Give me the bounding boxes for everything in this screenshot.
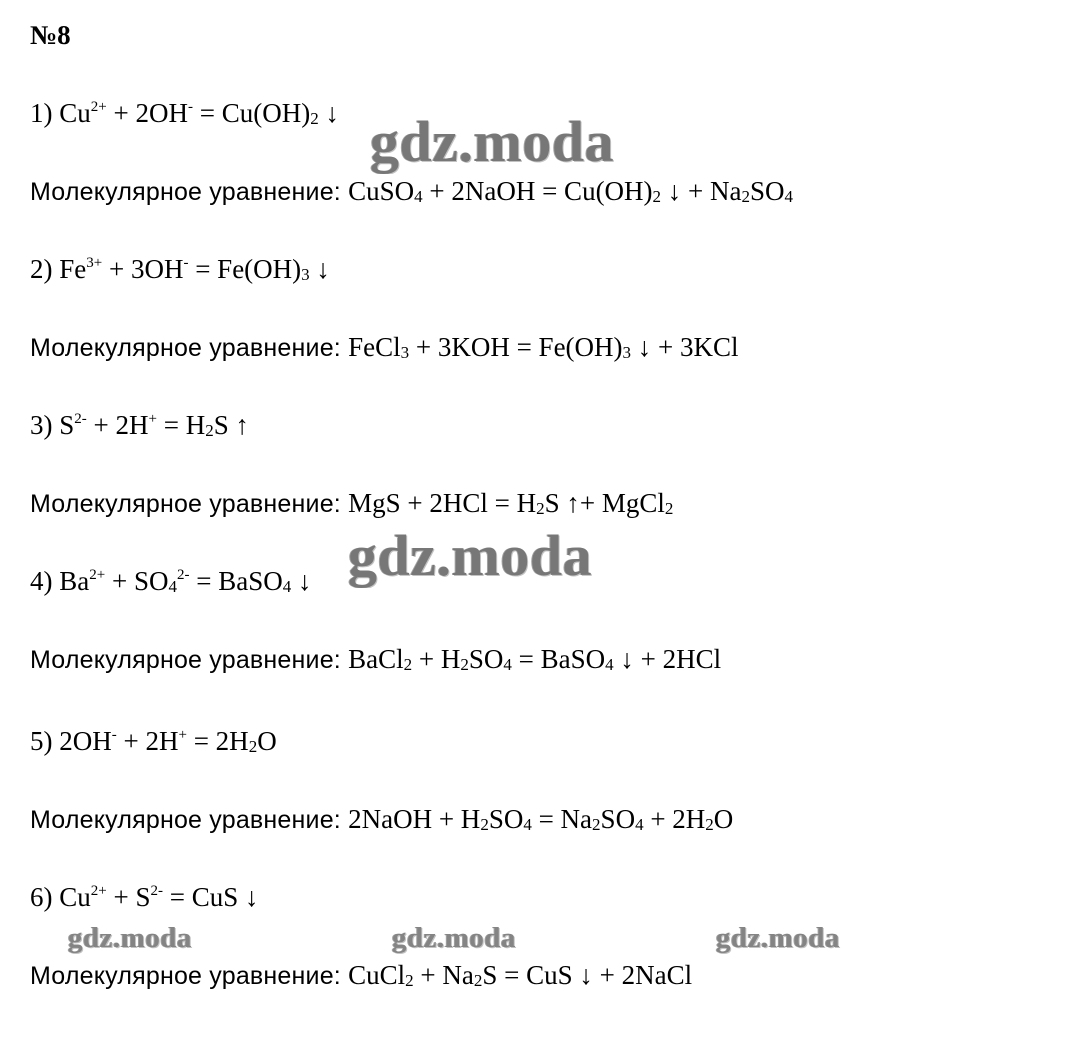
formula-text: ↓ + Na — [661, 176, 742, 206]
molecular-equation-2 — [30, 334, 739, 361]
watermark-logo: gdz.moda — [392, 922, 517, 954]
subscript: 2 — [460, 655, 469, 674]
subscript: 2 — [664, 499, 674, 518]
formula-text: S ↑+ MgCl — [544, 488, 665, 518]
ionic-formula — [59, 410, 249, 440]
formula-text: ↓ — [309, 254, 330, 284]
formula-text: 2OH — [59, 726, 112, 756]
formula-text: + 2H — [86, 410, 149, 440]
molecular-formula — [348, 176, 793, 206]
formula-text: + 2OH — [106, 98, 188, 128]
subscript: 4 — [635, 815, 644, 834]
item-number: 5) — [30, 726, 53, 756]
item-number: 3) — [30, 410, 53, 440]
ionic-formula — [59, 98, 339, 128]
formula-text: S = CuS ↓ + 2NaCl — [482, 960, 693, 990]
ionic-equation-5 — [30, 728, 277, 755]
formula-text: BaCl — [348, 644, 404, 674]
formula-text: = Fe(OH) — [188, 254, 302, 284]
formula-text: MgS + 2HCl = H — [348, 488, 537, 518]
item-number: 2) — [30, 254, 53, 284]
superscript: - — [187, 99, 193, 115]
molecular-label: Молекулярное уравнение: — [30, 806, 349, 834]
watermark-logo: gdz.moda — [348, 523, 593, 588]
formula-text: = 2H — [186, 726, 249, 756]
task-number: №8 — [30, 20, 71, 50]
formula-text: Fe — [59, 254, 87, 284]
formula-text: = CuS ↓ — [162, 882, 259, 912]
molecular-equation-3 — [30, 490, 673, 517]
subscript: 2 — [310, 109, 319, 128]
formula-text: + 3KOH = Fe(OH) — [409, 332, 623, 362]
molecular-equation-1 — [30, 178, 793, 205]
superscript: - — [183, 255, 189, 271]
ionic-formula — [59, 254, 330, 284]
formula-text: = H — [156, 410, 206, 440]
formula-text: + SO — [105, 566, 169, 596]
molecular-formula — [348, 960, 692, 990]
subscript: 4 — [414, 187, 423, 206]
subscript: 2 — [652, 187, 662, 206]
formula-text: FeCl — [348, 332, 401, 362]
subscript: 4 — [503, 655, 512, 674]
formula-text: ↓ + 3KCl — [631, 332, 739, 362]
subscript: 2 — [705, 815, 714, 834]
formula-text: SO — [488, 804, 524, 834]
molecular-equation-5 — [30, 806, 733, 833]
molecular-equation-6 — [30, 962, 692, 989]
item-number: 1) — [30, 98, 53, 128]
subscript: 4 — [282, 577, 292, 596]
watermark-logo: gdz.moda — [370, 109, 615, 174]
subscript: 4 — [168, 577, 177, 596]
superscript: 2+ — [90, 883, 107, 899]
molecular-equation-4 — [30, 646, 721, 673]
subscript: 4 — [523, 815, 532, 834]
molecular-label: Молекулярное уравнение: — [30, 490, 349, 518]
formula-text: Cu — [59, 882, 91, 912]
superscript: 3+ — [86, 255, 103, 271]
subscript: 4 — [605, 655, 614, 674]
formula-text: + 2H — [116, 726, 179, 756]
ionic-equation-2 — [30, 256, 330, 283]
molecular-formula — [348, 804, 733, 834]
subscript: 2 — [205, 421, 214, 440]
formula-text: S ↑ — [213, 410, 249, 440]
subscript: 2 — [403, 655, 413, 674]
molecular-formula — [348, 332, 738, 362]
formula-text: + Na — [413, 960, 474, 990]
item-number: 6) — [30, 882, 53, 912]
ionic-formula — [59, 566, 311, 596]
formula-text: ↓ + 2HCl — [613, 644, 722, 674]
formula-text: = Na — [531, 804, 593, 834]
formula-text: + 2H — [643, 804, 706, 834]
ionic-equation-6 — [30, 884, 259, 911]
molecular-formula — [348, 644, 721, 674]
formula-text: CuSO — [348, 176, 415, 206]
formula-text: = Cu(OH) — [192, 98, 311, 128]
superscript: 2+ — [89, 567, 106, 583]
formula-text: SO — [600, 804, 636, 834]
molecular-label: Молекулярное уравнение: — [30, 334, 349, 362]
ionic-equation-3 — [30, 412, 249, 439]
formula-text: ↓ — [318, 98, 339, 128]
formula-text: S — [59, 410, 75, 440]
formula-text: CuCl — [348, 960, 406, 990]
formula-text: = BaSO — [511, 644, 606, 674]
subscript: 2 — [592, 815, 601, 834]
superscript: + — [148, 411, 157, 427]
subscript: 2 — [741, 187, 751, 206]
ionic-formula — [59, 882, 258, 912]
subscript: 4 — [784, 187, 794, 206]
subscript: 2 — [536, 499, 545, 518]
item-number: 4) — [30, 566, 53, 596]
superscript: + — [178, 727, 187, 743]
subscript: 2 — [405, 971, 414, 990]
superscript: 2- — [74, 411, 87, 427]
ionic-formula — [59, 726, 276, 756]
superscript: - — [111, 727, 117, 743]
formula-text: + 3OH — [102, 254, 184, 284]
subscript: 2 — [480, 815, 489, 834]
formula-text: 2NaOH + H — [348, 804, 481, 834]
formula-text: Cu — [59, 98, 91, 128]
molecular-label: Молекулярное уравнение: — [30, 962, 349, 990]
formula-text: SO — [750, 176, 785, 206]
formula-text: + 2NaOH = Cu(OH) — [422, 176, 653, 206]
formula-text: + H — [412, 644, 461, 674]
superscript: 2- — [150, 883, 163, 899]
formula-text: + S — [106, 882, 151, 912]
superscript: 2- — [176, 567, 190, 583]
formula-text: O — [257, 726, 277, 756]
formula-text: SO — [468, 644, 504, 674]
molecular-label: Молекулярное уравнение: — [30, 646, 349, 674]
formula-text: = BaSO — [189, 566, 283, 596]
subscript: 3 — [400, 343, 410, 362]
molecular-formula — [348, 488, 673, 518]
subscript: 3 — [301, 265, 310, 284]
formula-text: Ba — [59, 566, 90, 596]
subscript: 2 — [473, 971, 483, 990]
subscript: 3 — [622, 343, 632, 362]
ionic-equation-1 — [30, 100, 339, 127]
formula-text: ↓ — [291, 566, 312, 596]
subscript: 2 — [248, 737, 258, 756]
molecular-label: Молекулярное уравнение: — [30, 178, 349, 206]
formula-text: O — [713, 804, 734, 834]
ionic-equation-4 — [30, 568, 311, 595]
watermark-logo: gdz.moda — [68, 922, 193, 954]
watermark-logo: gdz.moda — [716, 922, 841, 954]
superscript: 2+ — [90, 99, 107, 115]
